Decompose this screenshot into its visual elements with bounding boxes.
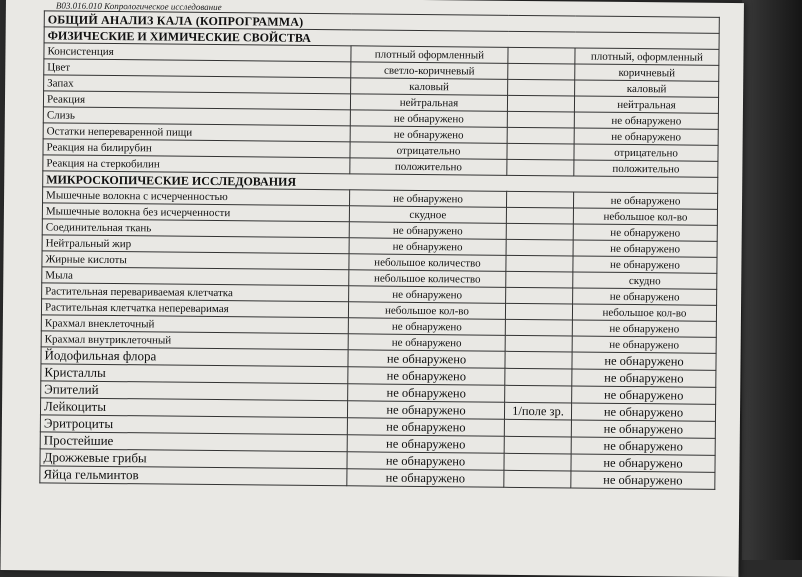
reference-value: коричневый <box>575 64 719 81</box>
result-value: отрицательно <box>350 142 507 160</box>
result-value: небольшое количество <box>349 270 506 288</box>
reference-value: отрицательно <box>574 144 718 161</box>
background-surface <box>742 0 802 560</box>
result-value: не обнаружено <box>347 469 504 488</box>
parameter-name: Простейшие <box>40 432 347 452</box>
unit-value <box>507 143 574 160</box>
parameter-name: Консистенция <box>44 43 351 62</box>
unit-value <box>508 79 575 96</box>
result-value: не обнаружено <box>350 126 507 144</box>
result-value: не обнаружено <box>350 110 507 128</box>
parameter-name: Нейтральный жир <box>42 235 349 254</box>
result-value: не обнаружено <box>347 435 504 454</box>
parameter-name: Жирные кислоты <box>42 251 349 270</box>
result-value: не обнаружено <box>347 401 504 420</box>
reference-value: каловый <box>575 80 719 97</box>
unit-value <box>507 111 574 128</box>
unit-value <box>506 191 573 208</box>
reference-value: не обнаружено <box>573 192 717 209</box>
reference-value: не обнаружено <box>573 240 717 257</box>
result-value: не обнаружено <box>349 286 506 304</box>
parameter-name: Яйца гельминтов <box>40 466 347 486</box>
parameter-name: Мыла <box>42 267 349 286</box>
parameter-name: Кристаллы <box>41 364 348 384</box>
parameter-name: Мышечные волокна с исчерченностью <box>43 187 350 206</box>
unit-value <box>507 127 574 144</box>
unit-value <box>506 287 573 304</box>
test-code: B03.016.010 Копрологическое исследование <box>55 0 222 13</box>
unit-value <box>504 453 571 471</box>
result-value: не обнаружено <box>348 350 505 369</box>
parameter-name: Цвет <box>44 59 351 78</box>
reference-value: не обнаружено <box>574 112 718 129</box>
reference-value: не обнаружено <box>573 288 717 305</box>
parameter-name: Мышечные волокна без исчерченности <box>42 203 349 222</box>
reference-value: нейтральная <box>574 96 718 113</box>
reference-value: не обнаружено <box>571 454 715 472</box>
unit-value <box>505 303 572 320</box>
parameter-name: Реакция <box>43 91 350 110</box>
unit-value <box>505 351 572 369</box>
unit-value <box>507 159 574 176</box>
unit-value <box>506 207 573 224</box>
unit-value <box>508 47 575 64</box>
unit-value <box>505 319 572 336</box>
reference-value: не обнаружено <box>571 420 715 438</box>
parameter-name: Растительная перевариваемая клетчатка <box>42 283 349 302</box>
reference-value: не обнаружено <box>572 352 716 370</box>
parameter-name: Лейкоциты <box>40 398 347 418</box>
unit-value <box>505 368 572 386</box>
reference-value: небольшое кол-во <box>573 208 717 225</box>
unit-value <box>505 335 572 352</box>
result-value: не обнаружено <box>348 334 505 352</box>
parameter-name: Крахмал внутриклеточный <box>41 331 348 350</box>
result-value: не обнаружено <box>348 384 505 403</box>
reference-value: не обнаружено <box>574 128 718 145</box>
unit-value <box>505 385 572 403</box>
parameter-name: Реакция на стеркобилин <box>43 155 350 174</box>
reference-value: не обнаружено <box>573 256 717 273</box>
result-value: плотный оформленный <box>351 46 508 64</box>
parameter-name: Соединительная ткань <box>42 219 349 238</box>
parameter-name: Эпителий <box>41 381 348 401</box>
section-micro-heading: МИКРОСКОПИЧЕСКИЕ ИССЛЕДОВАНИЯ <box>43 171 718 193</box>
result-value: каловый <box>351 78 508 96</box>
parameter-name: Остатки непереваренной пищи <box>43 123 350 142</box>
unit-value <box>507 95 574 112</box>
reference-value: скудно <box>573 272 717 289</box>
result-value: небольшое количество <box>349 254 506 272</box>
unit-value <box>504 419 571 437</box>
result-value: нейтральная <box>350 94 507 112</box>
result-value: небольшое кол-во <box>348 302 505 320</box>
unit-value <box>506 255 573 272</box>
parameter-name: Эритроциты <box>40 415 347 435</box>
reference-value: не обнаружено <box>571 403 715 421</box>
results-table <box>39 10 720 489</box>
unit-value <box>506 223 573 240</box>
result-value: положительно <box>350 158 507 176</box>
unit-value <box>506 271 573 288</box>
result-value: не обнаружено <box>347 452 504 471</box>
reference-value: не обнаружено <box>571 437 715 455</box>
result-value: не обнаружено <box>348 318 505 336</box>
result-value: не обнаружено <box>350 190 507 208</box>
result-value: скудное <box>349 206 506 224</box>
parameter-name: Слизь <box>43 107 350 126</box>
result-value: не обнаружено <box>347 418 504 437</box>
parameter-name: Реакция на билирубин <box>43 139 350 158</box>
result-value: светло-коричневый <box>351 62 508 80</box>
reference-value: положительно <box>574 160 718 177</box>
unit-value: 1/поле зр. <box>504 402 571 420</box>
parameter-name: Дрожжевые грибы <box>40 449 347 469</box>
reference-value: не обнаружено <box>572 320 716 337</box>
unit-value <box>508 63 575 80</box>
parameter-name: Запах <box>44 75 351 94</box>
unit-value <box>504 470 571 488</box>
unit-value <box>506 239 573 256</box>
section-physical-heading: ФИЗИЧЕСКИЕ И ХИМИЧЕСКИЕ СВОЙСТВА <box>44 27 719 49</box>
parameter-name: Крахмал внеклеточный <box>41 315 348 334</box>
reference-value: плотный, оформленный <box>575 48 719 65</box>
result-value: не обнаружено <box>348 367 505 386</box>
report-title: ОБЩИЙ АНАЛИЗ КАЛА (КОПРОГРАММА) <box>44 11 719 33</box>
reference-value: не обнаружено <box>571 471 715 489</box>
reference-value: не обнаружено <box>572 369 716 387</box>
reference-value: не обнаружено <box>572 336 716 353</box>
reference-value: небольшое кол-во <box>572 304 716 321</box>
reference-value: не обнаружено <box>573 224 717 241</box>
result-value: не обнаружено <box>349 222 506 240</box>
parameter-name: Йодофильная флора <box>41 347 348 367</box>
reference-value: не обнаружено <box>572 386 716 404</box>
parameter-name: Растительная клетчатка непереваримая <box>41 299 348 318</box>
result-value: не обнаружено <box>349 238 506 256</box>
unit-value <box>504 436 571 454</box>
